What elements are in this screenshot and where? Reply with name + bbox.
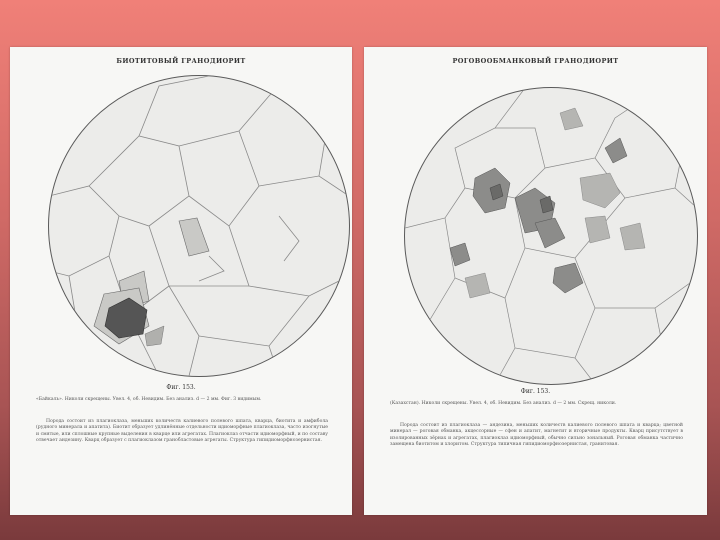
right-micrograph bbox=[404, 87, 698, 385]
left-page-header: БИОТИТОВЫЙ ГРАНОДИОРИТ bbox=[116, 57, 246, 65]
right-page-header: РОГОВООБМАНКОВЫЙ ГРАНОДИОРИТ bbox=[452, 57, 619, 65]
left-micrograph bbox=[48, 75, 350, 377]
left-body-text: Порода состоит из плагиоклаза, меньших количеств калиевого полевого шпата, кварца, биотита и амфибола (рудного минерала и апатита). Биотит образует удлинённые отдельности идиоморфные плагиоклаза, часто изогнутые и смятые, или сплошные крупные выделения в кварце или агрегатах. Плагиоклаз отчасти идиоморфный, и по составу отвечает андезину. Кварц образует с плагиоклазом гранобластовые агрегаты. Структура гипидиоморфнозернистая. bbox=[36, 419, 328, 444]
left-book-page bbox=[10, 47, 352, 515]
right-micrograph-image bbox=[405, 88, 697, 384]
right-book-page bbox=[364, 47, 707, 515]
right-figure-label: Фиг. 153. bbox=[520, 388, 551, 395]
left-micrograph-image bbox=[49, 76, 349, 376]
left-figure-caption: «Байкаль». Николи скрещены. Увел. 4, об. Невидим. Без анализ. d — 2 мм. Фиг. 3 видимым. bbox=[36, 397, 262, 402]
left-figure-label: Фиг. 153. bbox=[166, 384, 196, 391]
right-body-text: Порода состоит из плагиоклаза — андезина, меньших количеств калиевого полевого шпата и кварца; цветной минерал — роговая обманка, акцессорные — сфен и апатит, магнетит и вторичные продукты. Кварц присутствует в изолированных зёрнах и агрегатах, плагиоклаз идиоморфный, обычно сильно зональный. Роговая обманка частично замещена биотитом и хлоритом. Структура типичная гипидиоморфнозернистая, гранитовая. bbox=[390, 423, 683, 448]
right-figure-caption: (Казахстан). Николи скрещены. Увел. 4, об. Невидим. Без анализ. d — 2 мм. Скрещ. николи. bbox=[390, 401, 617, 406]
